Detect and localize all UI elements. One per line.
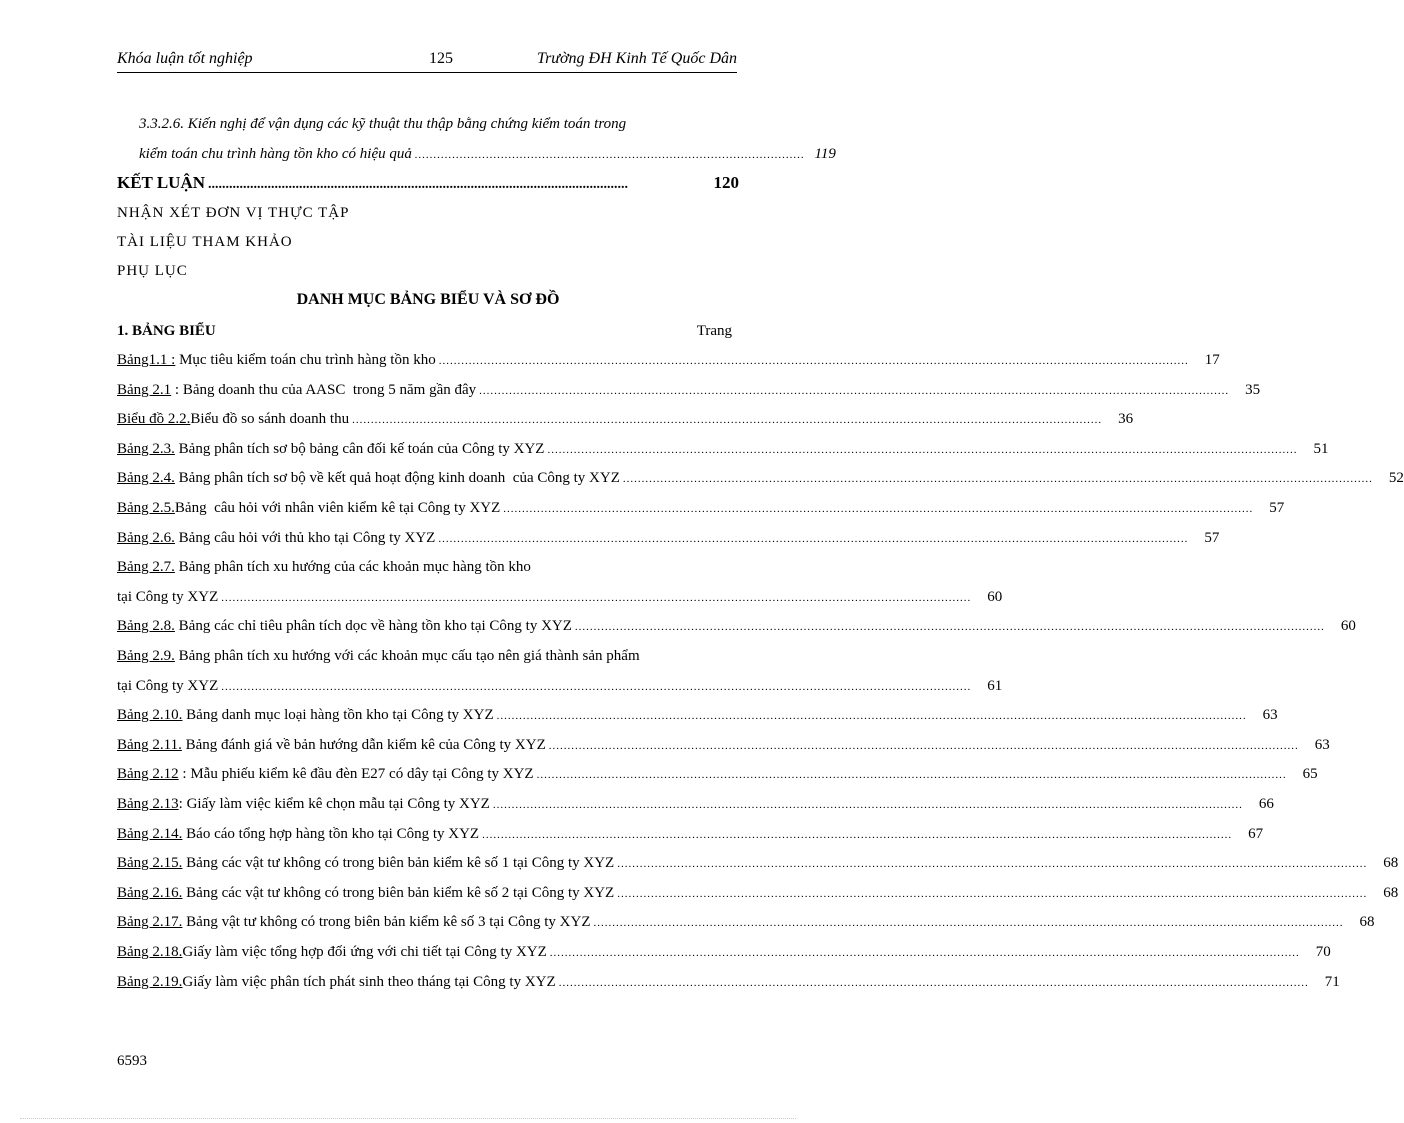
table-entry-line2[interactable]	[117, 587, 1003, 608]
table-entry-label[interactable]: Bảng 2.17.	[117, 914, 183, 930]
table-entry-label[interactable]: Bảng 2.3.	[117, 441, 175, 457]
table-entry-title: Biểu đồ so sánh doanh thu	[190, 411, 350, 427]
table-entry-label[interactable]: Bảng 2.7.	[117, 559, 175, 575]
dot-leader: ........................................................................................................................	[208, 177, 629, 192]
table-entry-title: Giấy làm việc tổng hợp đối ứng với chi tiết tại Công ty XYZ	[182, 944, 547, 960]
dot-leader: ........................................................................................................................................................................................................	[482, 829, 1233, 841]
toc-page: 120	[713, 173, 739, 192]
table-entry-title: Bảng câu hỏi với thủ kho tại Công ty XYZ	[174, 530, 436, 546]
dot-leader: ........................................................................................................................................................................................................	[438, 355, 1189, 367]
table-entry-label[interactable]: Bảng 2.18.	[117, 944, 183, 960]
table-entry-label[interactable]: Bảng 2.19.	[117, 974, 183, 990]
toc-nhan-xet[interactable]: NHẬN XÉT ĐƠN VỊ THỰC TẬP	[117, 205, 350, 221]
table-entry-label[interactable]: Bảng 2.12	[117, 766, 179, 782]
table-entry-page: 68	[1383, 885, 1399, 901]
table-entry-title: Bảng đánh giá về bản hướng dẫn kiểm kê của Công ty XYZ	[181, 737, 546, 753]
dot-leader: ........................................................................................................	[414, 149, 805, 161]
dot-leader: ........................................................................................................................................................................................................	[492, 799, 1243, 811]
table-entry[interactable]	[117, 794, 1274, 815]
footer-code: 6593	[117, 1053, 147, 1069]
header-university: Trường ĐH Kinh Tế Quốc Dân	[537, 50, 737, 67]
table-entry-page: 68	[1359, 914, 1375, 930]
dot-leader: ........................................................................................................................................................................................................	[549, 947, 1300, 959]
bottom-rule	[20, 1118, 796, 1119]
table-entry-page: 17	[1204, 352, 1220, 368]
table-entry-page: 35	[1245, 382, 1261, 398]
table-entry-label[interactable]: Bảng 2.14.	[117, 826, 183, 842]
table-entry-title: Bảng các vật tư không có trong biên bản kiểm kê số 1 tại Công ty XYZ	[182, 855, 615, 871]
dot-leader: ........................................................................................................................................................................................................	[547, 444, 1298, 456]
table-entry[interactable]	[117, 942, 1331, 963]
table-entry[interactable]	[117, 380, 1261, 401]
toc-phu-luc[interactable]: PHỤ LỤC	[117, 263, 188, 279]
section-header	[117, 321, 739, 341]
table-entry[interactable]	[117, 468, 1404, 489]
table-entry[interactable]	[117, 616, 1356, 637]
table-entry-title: Bảng các vật tư không có trong biên bản kiểm kê số 2 tại Công ty XYZ	[182, 885, 615, 901]
table-entry-label[interactable]: Bảng 2.6.	[117, 530, 175, 546]
dot-leader: ........................................................................................................................................................................................................	[352, 414, 1103, 426]
table-entry[interactable]	[117, 972, 1340, 993]
table-entry-line1[interactable]	[117, 557, 739, 577]
dot-leader: ........................................................................................................................................................................................................	[536, 769, 1287, 781]
list-title: DANH MỤC BẢNG BIỂU VÀ SƠ ĐỒ	[296, 291, 560, 308]
table-entry[interactable]	[117, 528, 1220, 549]
table-entry-label[interactable]: Bảng 2.11.	[117, 737, 182, 753]
table-entry[interactable]	[117, 439, 1329, 460]
table-entry-line1[interactable]	[117, 646, 739, 666]
table-entry[interactable]	[117, 912, 1375, 933]
table-entry-page: 60	[987, 589, 1003, 605]
table-entry-title: Bảng câu hỏi với nhân viên kiểm kê tại Công ty XYZ	[174, 500, 501, 516]
toc-item-3-3-2-6-line2[interactable]: kiểm toán chu trình hàng tồn kho có hiệu quả ........................................................................................................ 119	[117, 144, 739, 165]
header-thesis-label: Khóa luận tốt nghiệp	[117, 50, 253, 67]
table-entry-page: 57	[1269, 500, 1285, 516]
table-entry-page: 71	[1324, 974, 1340, 990]
table-entry-title: : Mẫu phiếu kiểm kê đầu đèn E27 có dây tại Công ty XYZ	[178, 766, 534, 782]
table-entry-page: 51	[1313, 441, 1329, 457]
table-entry-page: 65	[1302, 766, 1318, 782]
table-entry-label[interactable]: Bảng 2.9.	[117, 648, 175, 664]
table-entry-title: Giấy làm việc phân tích phát sinh theo tháng tại Công ty XYZ	[182, 974, 556, 990]
table-entry-page: 60	[1340, 618, 1356, 634]
table-entry-page: 36	[1118, 411, 1134, 427]
dot-leader: ........................................................................................................................................................................................................	[622, 473, 1373, 485]
table-entry[interactable]	[117, 764, 1318, 785]
dot-leader: ........................................................................................................................................................................................................	[221, 592, 972, 604]
table-entry-label[interactable]: Bảng1.1 :	[117, 352, 176, 368]
dot-leader: ........................................................................................................................................................................................................	[221, 681, 972, 693]
table-entry-title: Báo cáo tổng hợp hàng tồn kho tại Công ty XYZ	[182, 826, 480, 842]
table-entry[interactable]	[117, 824, 1264, 845]
table-entry-page: 68	[1383, 855, 1399, 871]
table-entry-title: : Giấy làm việc kiểm kê chọn mẫu tại Công ty XYZ	[178, 796, 490, 812]
table-entry[interactable]	[117, 705, 1278, 726]
table-entry-label[interactable]: Bảng 2.13	[117, 796, 179, 812]
table-entry-title: Bảng phân tích sơ bộ bảng cân đối kế toán của Công ty XYZ	[174, 441, 545, 457]
toc-ket-luan[interactable]: KẾT LUẬN ........................................................................................................................ 120	[117, 173, 739, 195]
table-entry-title: Bảng phân tích sơ bộ về kết quả hoạt động kinh doanh của Công ty XYZ	[174, 470, 620, 486]
table-entry[interactable]	[117, 498, 1285, 519]
dot-leader: ........................................................................................................................................................................................................	[479, 385, 1230, 397]
table-entry[interactable]	[117, 350, 1220, 371]
table-entry-title-cont: tại Công ty XYZ	[117, 589, 219, 605]
table-entry-page: 61	[987, 678, 1003, 694]
header-page-number: 125	[429, 50, 453, 67]
dot-leader: ........................................................................................................................................................................................................	[558, 977, 1309, 989]
table-entry-line2[interactable]	[117, 676, 1003, 697]
table-entry-label[interactable]: Bảng 2.5.	[117, 500, 175, 516]
table-entry-title: : Bảng doanh thu của AASC trong 5 năm gần đây	[171, 382, 477, 398]
table-entry-page: 70	[1315, 944, 1331, 960]
toc-page: 119	[814, 146, 836, 162]
table-entry-page: 67	[1248, 826, 1264, 842]
table-entry-page: 66	[1258, 796, 1274, 812]
table-entry-title-cont: tại Công ty XYZ	[117, 678, 219, 694]
page-column-header: Trang	[696, 323, 732, 339]
page-header	[117, 44, 737, 73]
table-entry-title: Bảng vật tư không có trong biên bản kiểm kê số 3 tại Công ty XYZ	[182, 914, 591, 930]
dot-leader: ........................................................................................................................................................................................................	[574, 621, 1325, 633]
table-entry-title: Mục tiêu kiểm toán chu trình hàng tồn kho	[175, 352, 436, 368]
table-entry[interactable]	[117, 735, 1330, 756]
table-entry[interactable]	[117, 409, 1134, 430]
table-entry-label[interactable]: Bảng 2.10.	[117, 707, 183, 723]
table-entry-label[interactable]: Bảng 2.1	[117, 382, 172, 398]
table-entry-page: 63	[1314, 737, 1330, 753]
section-heading: 1. BẢNG BIỂU	[117, 323, 216, 339]
table-entry-label[interactable]: Bảng 2.4.	[117, 470, 175, 486]
table-entry[interactable]	[117, 853, 1399, 874]
table-entry-title: Bảng phân tích xu hướng với các khoản mục cấu tạo nên giá thành sản phẩm	[174, 648, 640, 664]
dot-leader: ........................................................................................................................................................................................................	[503, 503, 1254, 515]
table-entry-label[interactable]: Bảng 2.15.	[117, 855, 183, 871]
table-entry-title: Bảng danh mục loại hàng tồn kho tại Công ty XYZ	[182, 707, 494, 723]
table-entry-label[interactable]: Bảng 2.16.	[117, 885, 183, 901]
table-entry-page: 63	[1262, 707, 1278, 723]
table-entry-title: Bảng các chỉ tiêu phân tích dọc về hàng tồn kho tại Công ty XYZ	[174, 618, 572, 634]
toc-tai-lieu[interactable]: TÀI LIỆU THAM KHẢO	[117, 234, 293, 250]
table-entry-title: Bảng phân tích xu hướng của các khoản mục hàng tồn kho	[174, 559, 531, 575]
table-entry-page: 52	[1388, 470, 1404, 486]
table-entry-page: 57	[1204, 530, 1220, 546]
dot-leader: ........................................................................................................................................................................................................	[593, 917, 1344, 929]
toc-item-3-3-2-6-line1: 3.3.2.6. Kiến nghị để vận dụng các kỹ thuật thu thập bằng chứng kiểm toán trong	[139, 116, 627, 132]
dot-leader: ........................................................................................................................................................................................................	[617, 858, 1368, 870]
table-entry[interactable]	[117, 883, 1399, 904]
table-entry-label[interactable]: Bảng 2.8.	[117, 618, 175, 634]
table-entry-label[interactable]: Biểu đồ 2.2.	[117, 411, 191, 427]
dot-leader: ........................................................................................................................................................................................................	[617, 888, 1368, 900]
dot-leader: ........................................................................................................................................................................................................	[496, 710, 1247, 722]
dot-leader: ........................................................................................................................................................................................................	[438, 533, 1189, 545]
dot-leader: ........................................................................................................................................................................................................	[548, 740, 1299, 752]
